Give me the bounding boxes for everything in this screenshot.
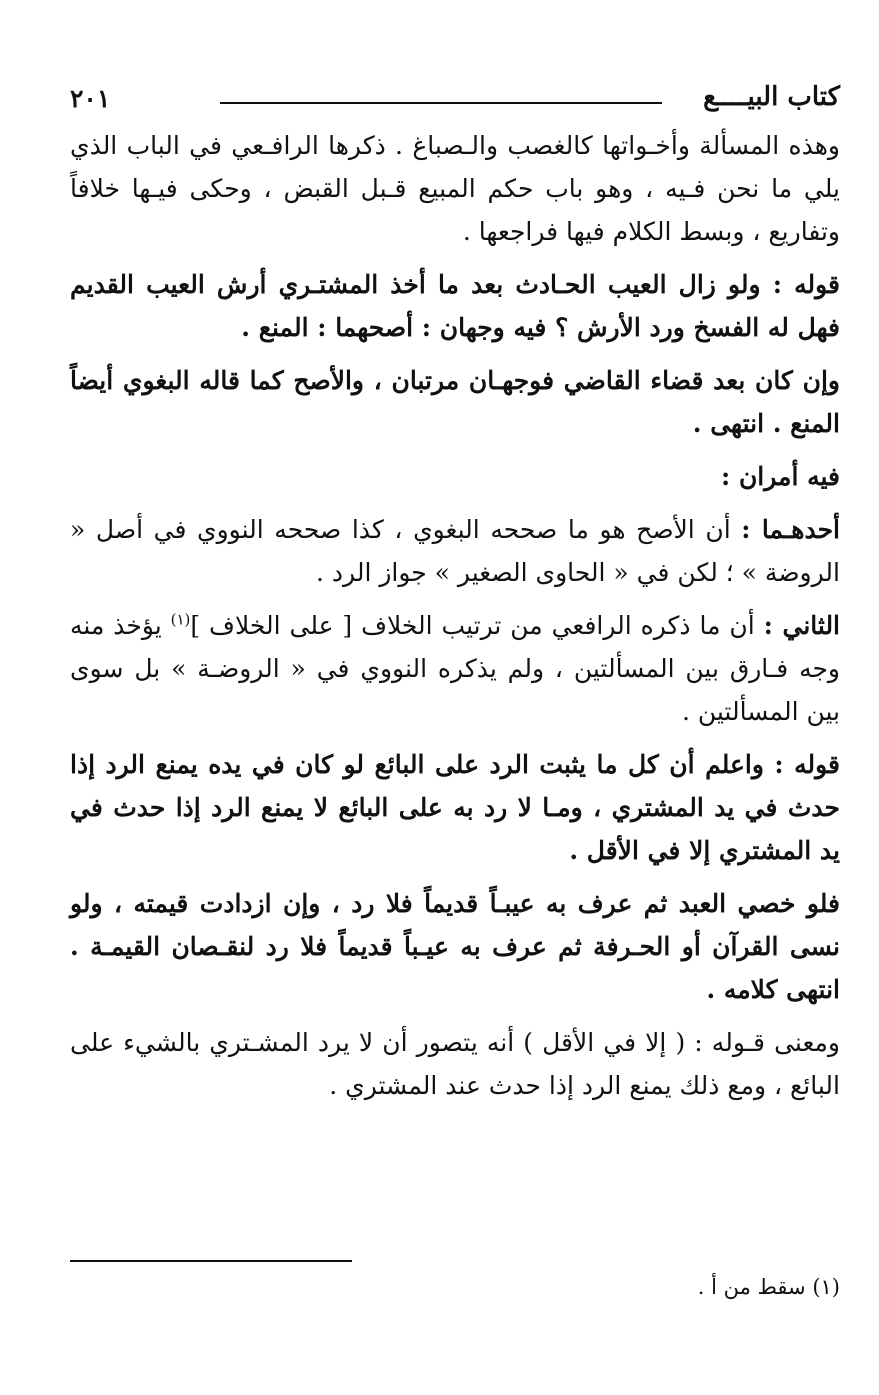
page-number: ٢٠١ — [70, 84, 111, 113]
paragraph-text: أن ما ذكره الرافعي من ترتيب الخلاف [ على الخلاف ] — [190, 611, 764, 640]
paragraph-text: يؤخذ منه وجه فـارق بين المسألتين ، ولم يذكره النووي في « الروضـة » بل سوى بين المسألتين . — [70, 611, 840, 726]
quoted-paragraph-4: قوله : واعلم أن كل ما يثبت الرد على البائع لو كان في يده يمنع الرد إذا حدث في يد المشتري ، ومـا لا رد به على البائع لا يمنع الرد إذا حدث في يد المشتري إلا في الأقل . — [70, 750, 840, 865]
quoted-paragraph-5: فلو خصي العبد ثم عرف به عيبـاً قديماً فلا رد ، وإن ازدادت قيمته ، ولو نسى القرآن أو الحـرفة ثم عرف به عيـباً قديماً فلا رد لنقـصان القيمـة . انتهى كلامه . — [70, 889, 840, 1004]
document-page — [70, 80, 840, 1360]
paragraph-1: وهذه المسألة وأخـواتها كالغصب والـصباغ . ذكرها الرافـعي في الباب الذي يلي ما نحن فـيه ، وهو باب حكم المبيع قـبل القبض ، وحكى فيـها خلافاً وتفاريع ، وبسط الكلام فيها فراجعها . — [70, 131, 840, 246]
body-text — [70, 124, 840, 1107]
paragraph-label: الثاني : — [763, 611, 841, 640]
quoted-paragraph-2: وإن كان بعد قضاء القاضي فوجهـان مرتبان ، والأصح كما قاله البغوي أيضاً المنع . انتهى . — [70, 366, 840, 438]
footnote: (١) سقط من أ . — [697, 1275, 840, 1299]
chapter-title: كتاب البيــــع — [703, 82, 840, 112]
paragraph-label: أحدهـما : — [741, 515, 840, 544]
quoted-paragraph-1: قوله : ولو زال العيب الحـادث بعد ما أخذ المشتـري أرش العيب القديم فهل له الفسخ ورد الأرش ؟ فيه وجهان : أصحهما : المنع . — [70, 270, 840, 342]
header-rule — [220, 102, 662, 104]
quoted-paragraph-3: فيه أمران : — [721, 462, 840, 491]
paragraph-text: أن الأصح هو ما صححه البغوي ، كذا صححه النووي في أصل « الروضة » ؛ لكن في « الحاوى الصغير » جواز الرد . — [70, 515, 840, 587]
paragraph-first-matter — [70, 508, 840, 594]
paragraph-second-matter — [70, 604, 840, 733]
paragraph-last: ومعنى قـوله : ( إلا في الأقل ) أنه يتصور أن لا يرد المشـتري بالشيء على البائع ، ومع ذلك يمنع الرد إذا حدث عند المشتري . — [70, 1028, 840, 1100]
footnote-rule — [70, 1260, 352, 1262]
running-header — [70, 80, 840, 124]
footnote-marker: (١) — [170, 610, 191, 629]
